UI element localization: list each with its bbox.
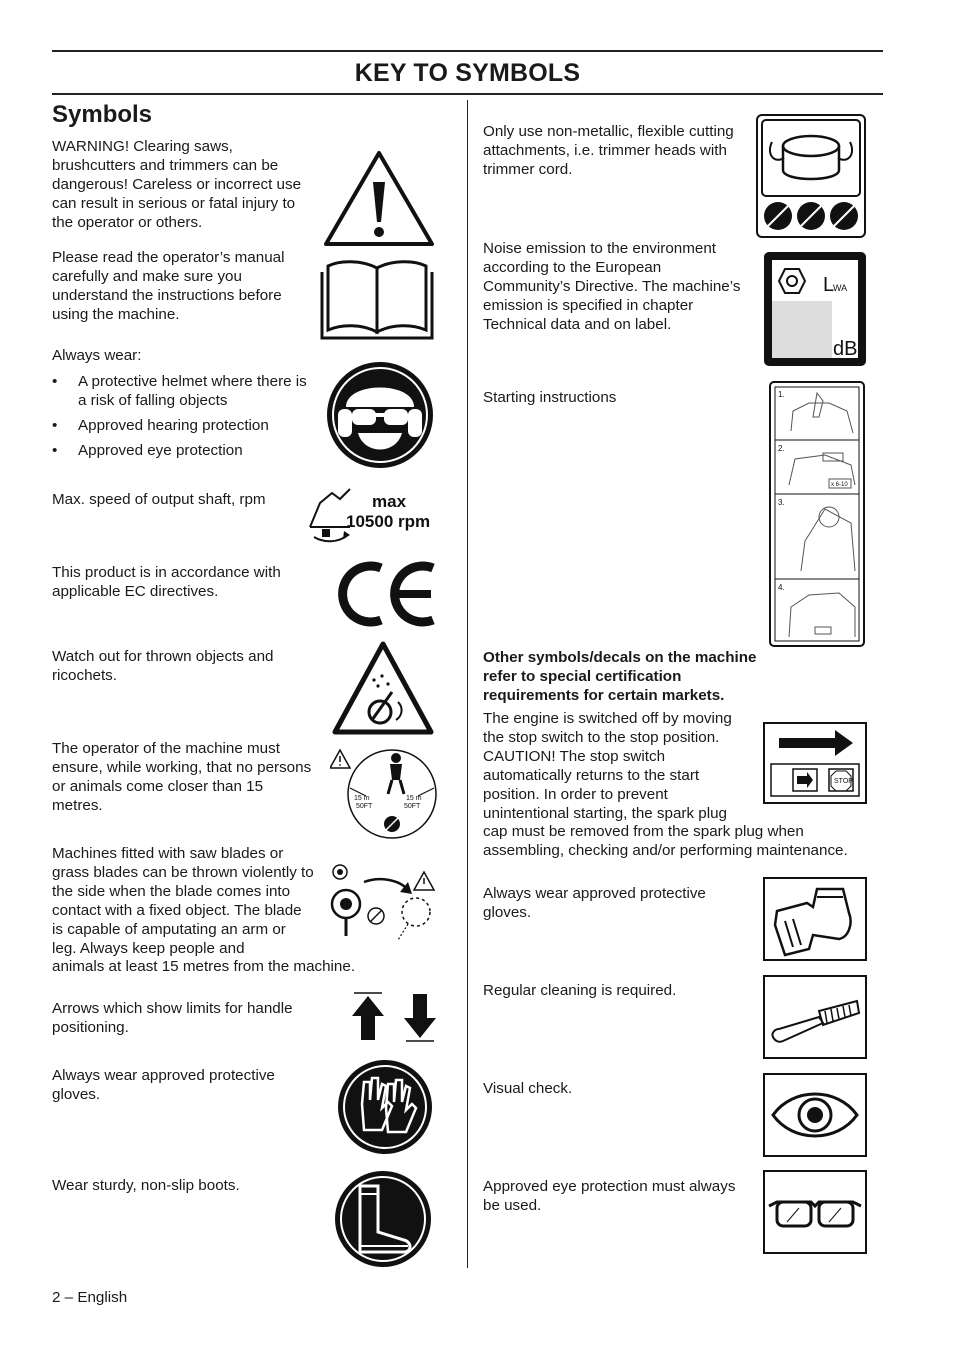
ce-mark-icon (335, 560, 437, 628)
lwa-subscript: WA (833, 283, 848, 293)
cleaning-brush-icon (763, 975, 867, 1059)
handle-arrows-text: Arrows which show limits for handle positioning. (52, 1000, 293, 1036)
thrown-objects-warning-icon (332, 640, 434, 736)
helmet-hearing-eye-protection-icon (324, 359, 436, 471)
start-step-1: 1. (778, 390, 785, 399)
stop-switch-text-cont: cap must be removed from the spark plug when assembling, checking and/or performing maintenance. (483, 823, 848, 859)
boots-text: Wear sturdy, non-slip boots. (52, 1177, 240, 1194)
starting-text: Starting instructions (483, 389, 617, 406)
distance-right-m: 15 m (406, 795, 422, 802)
visual-check-text: Visual check. (483, 1080, 573, 1097)
protective-gloves-icon (336, 1058, 434, 1156)
ppe-list (52, 372, 314, 466)
starting-instructions-icon (769, 381, 865, 647)
non-slip-boots-icon (332, 1170, 434, 1268)
other-symbols-heading: Other symbols/decals on the machine refer to special certification requirements for certain markets. (483, 649, 757, 704)
blade-thrust-text-cont: animals at least 15 metres from the machine. (52, 958, 356, 975)
header-top-rule (52, 50, 883, 52)
noise-emission-lwa-icon (763, 251, 867, 367)
safety-distance-icon (330, 748, 438, 840)
always-wear-text: Always wear: (52, 347, 142, 364)
ppe-item-eye: • Approved eye protection (52, 441, 314, 460)
column-divider (467, 100, 468, 1268)
page-footer: 2 – English (52, 1289, 128, 1306)
eye-protection-text: Approved eye protection must always be used. (483, 1178, 736, 1214)
distance-left-m: 15 m (354, 795, 370, 802)
blade-thrust-text: Machines fitted with saw blades or grass blades can be thrown violently to the side when the blade comes into contact with a fixed object. The blade is capable of amputating an arm or leg. Always keep people and (52, 845, 314, 957)
visual-check-eye-icon (763, 1073, 867, 1157)
start-step-3: 3. (778, 498, 785, 507)
rpm-label: 10500 rpm (346, 512, 431, 531)
gloves-text-left: Always wear approved protective gloves. (52, 1067, 275, 1103)
start-step-2-tag: x 6-10 (831, 482, 848, 488)
lwa-label: L (823, 274, 835, 296)
trimmer-head-only-icon (756, 114, 866, 238)
section-title: Symbols (52, 101, 153, 128)
ec-text: This product is in accordance with applicable EC directives. (52, 564, 281, 600)
max-speed-text: Max. speed of output shaft, rpm (52, 491, 266, 508)
start-step-2: 2. (778, 444, 785, 453)
eye-protection-glasses-icon (763, 1170, 867, 1254)
non-metallic-text: Only use non-metallic, flexible cutting attachments, i.e. trimmer heads with trimmer cord. (483, 123, 734, 178)
stop-label: STOP (834, 778, 853, 785)
ppe-item-helmet: • A protective helmet where there is a risk of falling objects (52, 372, 314, 410)
gloves-decal-icon (763, 877, 867, 961)
blade-thrust-icon (330, 862, 438, 942)
page-title: KEY TO SYMBOLS (354, 59, 581, 87)
warning-text: WARNING! Clearing saws, brushcutters and trimmers can be dangerous! Careless or incorrect use can result in serious or fatal injury to the operator or others. (52, 138, 302, 231)
cleaning-text: Regular cleaning is required. (483, 982, 677, 999)
header-bottom-rule (52, 93, 883, 95)
handle-limit-arrows-icon (348, 990, 438, 1044)
max-label: max (372, 492, 407, 511)
stop-switch-text: The engine is switched off by moving the stop switch to the stop position. CAUTION! The stop switch automatically returns to the start position. In order to prevent unintentional starting, the spark plug (483, 710, 732, 822)
noise-text: Noise emission to the environment according to the European Community’s Directive. The machine’s emission is specified in chapter Technical data and on label. (483, 240, 741, 333)
start-step-4: 4. (778, 583, 785, 592)
db-label: dB (833, 338, 858, 360)
operator-manual-icon (318, 250, 436, 344)
ppe-item-hearing: • Approved hearing protection (52, 416, 314, 435)
thrown-objects-text: Watch out for thrown objects and ricochets. (52, 648, 274, 684)
gloves-text-right: Always wear approved protective gloves. (483, 885, 706, 921)
distance-text: The operator of the machine must ensure, while working, that no persons or animals come closer than 15 metres. (52, 740, 312, 814)
warning-triangle-icon (322, 148, 436, 248)
stop-switch-icon (763, 722, 867, 804)
distance-left-ft: 50FT (356, 803, 373, 810)
max-rpm-icon (306, 485, 438, 545)
distance-right-ft: 50FT (404, 803, 421, 810)
manual-text: Please read the operator’s manual carefully and make sure you understand the instructions before using the machine. (52, 249, 285, 323)
